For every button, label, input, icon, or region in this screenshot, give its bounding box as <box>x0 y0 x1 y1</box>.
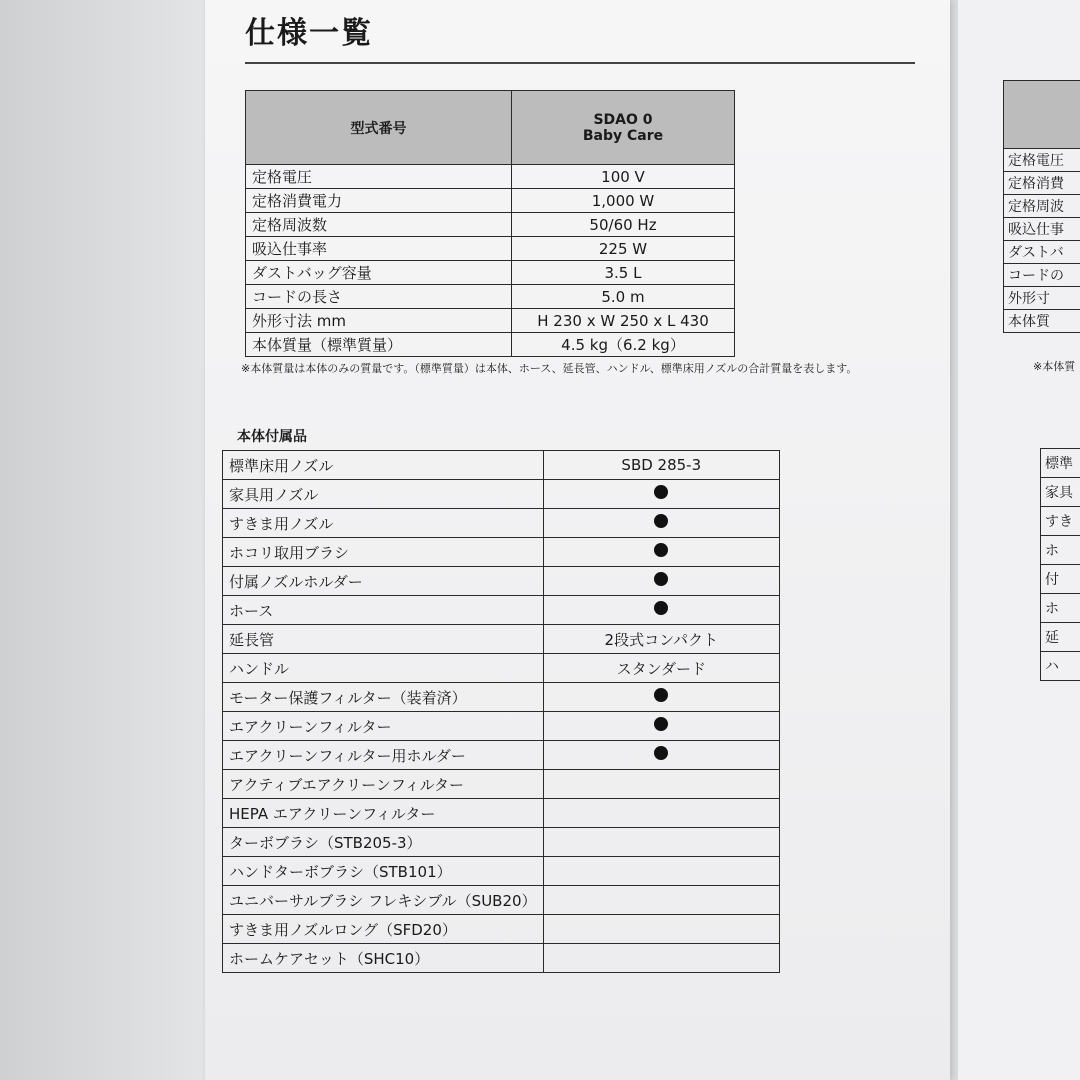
row-label: ユニバーサルブラシ フレキシブル（SUB20） <box>223 886 544 915</box>
row-label: 定格電圧 <box>246 165 512 189</box>
table-row <box>1004 264 1080 287</box>
table-row <box>246 237 735 261</box>
table-row <box>1004 310 1080 333</box>
row-label: 延長管 <box>223 625 544 654</box>
next-page-note: ※本体質 <box>1033 360 1076 373</box>
row-value: 225 W <box>512 237 735 261</box>
table-row <box>1004 287 1080 310</box>
row-value: 50/60 Hz <box>512 213 735 237</box>
table-row <box>223 770 780 799</box>
row-label: 定格電圧 <box>1004 149 1080 172</box>
row-value <box>543 538 779 567</box>
row-value <box>543 683 779 712</box>
table-row <box>246 189 735 213</box>
row-value <box>543 799 779 828</box>
included-dot-icon <box>654 746 668 760</box>
page-title: 仕様一覧 <box>245 16 373 51</box>
next-page <box>958 0 1080 1080</box>
row-value <box>543 857 779 886</box>
table-row <box>223 625 780 654</box>
table-row <box>1004 149 1080 172</box>
table-row <box>223 480 780 509</box>
row-value: 2段式コンパクト <box>543 625 779 654</box>
accessories-table <box>222 450 780 973</box>
table-row <box>1041 623 1080 652</box>
row-label: 家具用ノズル <box>223 480 544 509</box>
row-label: 家具 <box>1041 478 1080 507</box>
row-label: ホ <box>1041 594 1080 623</box>
row-label: 本体質量（標準質量） <box>246 333 512 357</box>
row-label: ダストバッグ容量 <box>246 261 512 285</box>
row-label: 定格消費電力 <box>246 189 512 213</box>
table-row <box>223 857 780 886</box>
table-row <box>246 285 735 309</box>
row-label: HEPA エアクリーンフィルター <box>223 799 544 828</box>
table-row <box>246 309 735 333</box>
row-label: ホース <box>223 596 544 625</box>
row-value <box>543 886 779 915</box>
table-row <box>223 451 780 480</box>
row-value: 3.5 L <box>512 261 735 285</box>
included-dot-icon <box>654 514 668 528</box>
accessories-title: 本体付属品 <box>237 429 307 445</box>
row-label: 吸込仕事率 <box>246 237 512 261</box>
row-value <box>543 770 779 799</box>
table-row <box>1041 652 1080 681</box>
table-row <box>1004 241 1080 264</box>
table-row <box>223 509 780 538</box>
row-value: H 230 x W 250 x L 430 <box>512 309 735 333</box>
model-number: SDAO 0 <box>593 111 653 128</box>
row-label: アクティブエアクリーンフィルター <box>223 770 544 799</box>
table-row <box>1041 449 1080 478</box>
row-label: ダストバ <box>1004 241 1080 264</box>
table-row <box>1004 195 1080 218</box>
table-row <box>1004 172 1080 195</box>
table-row <box>1004 218 1080 241</box>
table-row <box>223 538 780 567</box>
included-dot-icon <box>654 688 668 702</box>
left-page <box>0 0 210 1080</box>
row-label: エアクリーンフィルター用ホルダー <box>223 741 544 770</box>
table-row <box>223 741 780 770</box>
next-page-spec-table <box>1003 80 1080 333</box>
row-label: 外形寸 <box>1004 287 1080 310</box>
included-dot-icon <box>654 717 668 731</box>
table-row <box>223 654 780 683</box>
table-row <box>223 683 780 712</box>
title-rule <box>245 62 915 64</box>
next-page-accessories-table <box>1040 448 1080 681</box>
table-row <box>223 915 780 944</box>
included-dot-icon <box>654 572 668 586</box>
row-value <box>543 567 779 596</box>
row-label: 延 <box>1041 623 1080 652</box>
row-label: 外形寸法 mm <box>246 309 512 333</box>
model-name: Baby Care <box>582 127 664 144</box>
row-value: 1,000 W <box>512 189 735 213</box>
row-label: ホコリ取用ブラシ <box>223 538 544 567</box>
row-label: ハンドル <box>223 654 544 683</box>
row-value: SBD 285-3 <box>543 451 779 480</box>
row-label: すきま用ノズル <box>223 509 544 538</box>
row-label: 定格周波 <box>1004 195 1080 218</box>
row-value <box>543 509 779 538</box>
row-label: すき <box>1041 507 1080 536</box>
row-label: 付 <box>1041 565 1080 594</box>
document-page <box>205 0 950 1080</box>
row-value: 5.0 m <box>512 285 735 309</box>
included-dot-icon <box>654 543 668 557</box>
spec-header-label: 型式番号 <box>246 91 512 165</box>
table-row <box>1041 536 1080 565</box>
table-row <box>223 944 780 973</box>
row-label: コードの長さ <box>246 285 512 309</box>
row-value <box>543 480 779 509</box>
spec-note: ※本体質量は本体のみの質量です。（標準質量）は本体、ホース、延長管、ハンドル、標準床用ノズルの合計質量を表します。 <box>241 362 858 375</box>
table-row <box>246 333 735 357</box>
included-dot-icon <box>654 601 668 615</box>
table-row <box>223 596 780 625</box>
row-label: すきま用ノズルロング（SFD20） <box>223 915 544 944</box>
row-label: 吸込仕事 <box>1004 218 1080 241</box>
table-row <box>223 567 780 596</box>
row-label: エアクリーンフィルター <box>223 712 544 741</box>
table-row <box>223 799 780 828</box>
table-row <box>223 886 780 915</box>
row-label: 付属ノズルホルダー <box>223 567 544 596</box>
row-label: ハ <box>1041 652 1080 681</box>
row-label: 定格周波数 <box>246 213 512 237</box>
included-dot-icon <box>654 485 668 499</box>
row-value <box>543 915 779 944</box>
row-label: ターボブラシ（STB205-3） <box>223 828 544 857</box>
table-row <box>246 165 735 189</box>
row-value: 4.5 kg（6.2 kg） <box>512 333 735 357</box>
table-row <box>1041 507 1080 536</box>
row-value: 100 V <box>512 165 735 189</box>
table-row <box>1041 478 1080 507</box>
table-row <box>1041 594 1080 623</box>
row-label: コードの <box>1004 264 1080 287</box>
row-label: 本体質 <box>1004 310 1080 333</box>
row-label: ハンドターボブラシ（STB101） <box>223 857 544 886</box>
row-label: 定格消費 <box>1004 172 1080 195</box>
row-label: 標準床用ノズル <box>223 451 544 480</box>
row-value <box>543 741 779 770</box>
spec-table <box>245 90 735 357</box>
table-row <box>1041 565 1080 594</box>
row-label: 標準 <box>1041 449 1080 478</box>
row-value <box>543 712 779 741</box>
row-label: ホ <box>1041 536 1080 565</box>
row-value <box>543 828 779 857</box>
table-row <box>246 213 735 237</box>
row-value <box>543 596 779 625</box>
table-row <box>246 261 735 285</box>
table-row <box>223 712 780 741</box>
row-value <box>543 944 779 973</box>
row-value: スタンダード <box>543 654 779 683</box>
row-label: モーター保護フィルター（装着済） <box>223 683 544 712</box>
spec-header-model <box>512 91 735 165</box>
table-row <box>223 828 780 857</box>
row-label: ホームケアセット（SHC10） <box>223 944 544 973</box>
